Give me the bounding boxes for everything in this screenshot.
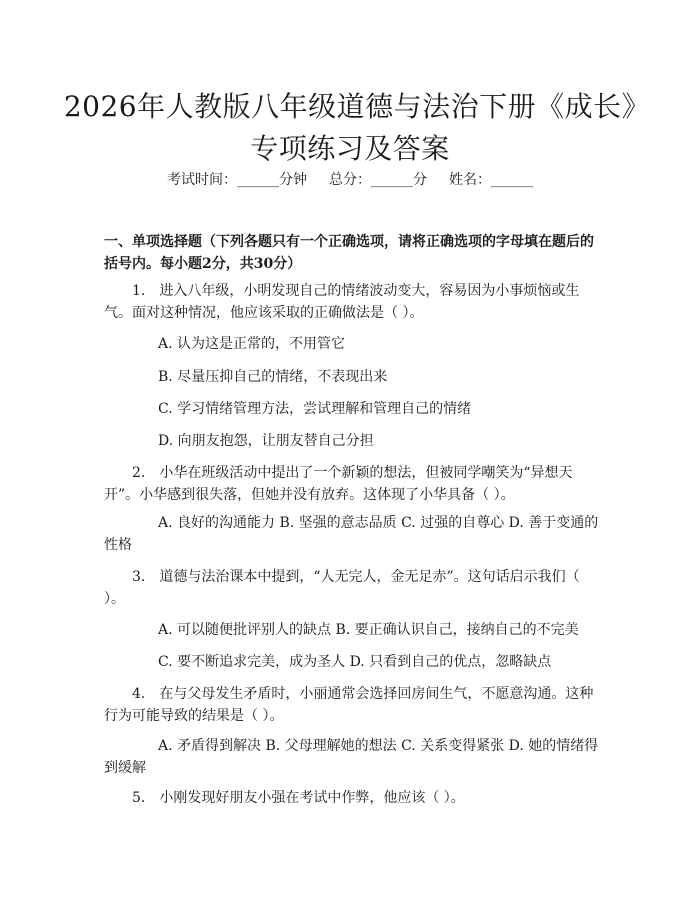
question-1-option-d: D. 向朋友抱怨，让朋友替自己分担	[158, 433, 374, 449]
question-3-options-line-1: A. 可以随便批评别人的缺点 B. 要正确认识自己，接纳自己的不完美	[158, 622, 579, 638]
question-4-options: A. 矛盾得到解决 B. 父母理解她的想法 C. 关系变得紧张 D. 她的情绪得到缓解	[104, 738, 599, 776]
question-3-options-line-2: C. 要不断追求完美，成为圣人 D. 只看到自己的优点，忽略缺点	[158, 654, 552, 670]
total-score-field: 总分：______分	[329, 172, 427, 188]
question-2-options: A. 良好的沟通能力 B. 坚强的意志品质 C. 过强的自尊心 D. 善于变通的性格	[104, 515, 599, 553]
section-heading: 一、单项选择题（下列各题只有一个正确选项，请将正确选项的字母填在题后的括号内。每小题2分，共30分）	[104, 234, 594, 272]
question-1-option-a: A. 认为这是正常的，不用管它	[158, 336, 346, 352]
question-2-stem: 2. 小华在班级活动中提出了一个新颖的想法，但被同学嘲笑为“异想天开”。小华感到很失落，但她并没有放弃。这体现了小华具备（ ）。	[104, 465, 573, 503]
student-name-field: 姓名：______	[449, 172, 533, 188]
question-1-option-c: C. 学习情绪管理方法，尝试理解和管理自己的情绪	[158, 401, 472, 417]
question-1-option-b: B. 尽量压抑自己的情绪，不表现出来	[158, 369, 388, 385]
question-3-stem: 3. 道德与法治课本中提到，“人无完人，金无足赤”。这句话启示我们（ ）。	[104, 569, 580, 607]
document-title: 2026年人教版八年级道德与法治下册《成长》专项练习及答案	[63, 90, 637, 165]
question-4-stem: 4. 在与父母发生矛盾时，小丽通常会选择回房间生气，不愿意沟通。这种行为可能导致的结果是（ ）。	[104, 686, 594, 724]
question-1-stem: 1. 进入八年级，小明发现自己的情绪波动变大，容易因为小事烦恼或生气。面对这种情况，他应该采取的正确做法是（ ）。	[104, 283, 580, 321]
question-5-stem: 5. 小刚发现好朋友小强在考试中作弊，他应该（ ）。	[132, 790, 465, 806]
exam-time-field: 考试时间：______分钟	[167, 172, 307, 188]
exam-info-line	[0, 170, 700, 190]
